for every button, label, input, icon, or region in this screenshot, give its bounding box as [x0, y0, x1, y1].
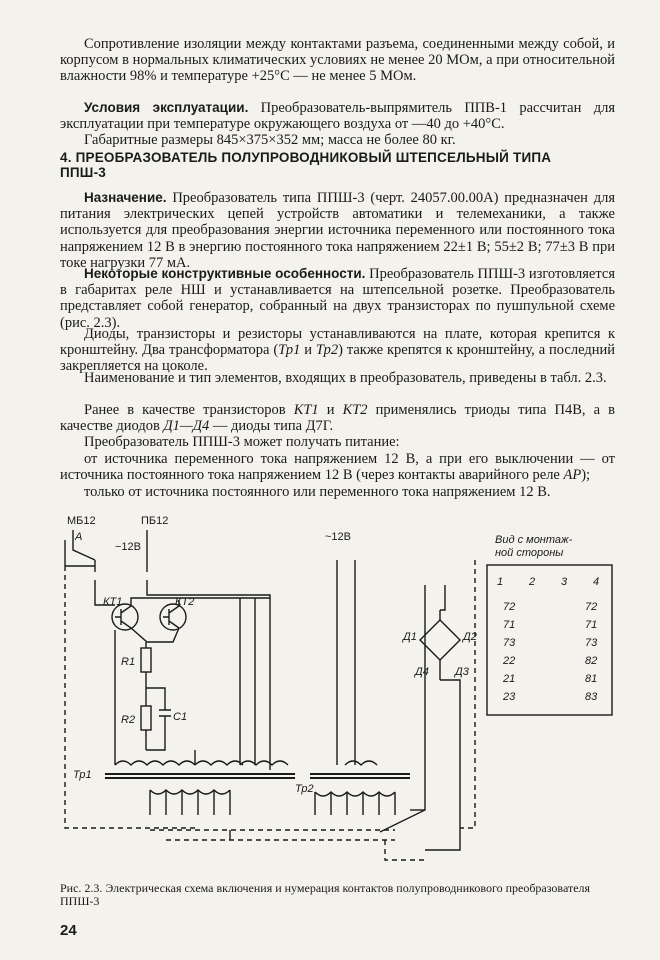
label-kt1: КТ1 [103, 596, 123, 608]
text-run: КТ2 [342, 402, 368, 418]
label-r2: R2 [121, 714, 136, 726]
paragraph-lead: Назначение. [84, 190, 167, 205]
paragraph-text: Преобразователь ППШ-3 может получать питание: [84, 434, 400, 450]
view-contact-right: 72 [585, 601, 598, 613]
text-run: Ранее в качестве транзисторов [84, 402, 294, 418]
view-contact-left: 72 [503, 601, 516, 613]
text-run: ); [581, 467, 591, 484]
paragraph-text: только от источника постоянного или переменного тока напряжением 12 В. [84, 484, 551, 500]
label-d4: Д4 [415, 666, 429, 678]
label-tr2: Тр2 [295, 783, 314, 795]
text-run: ) также крепятся к кронштейну, а последний закрепляется на цоколе. [60, 342, 615, 375]
view-contact-left: 71 [503, 619, 516, 631]
view-column-right [585, 601, 598, 703]
paragraph-lead: Некоторые конструктивные особенности. [84, 266, 366, 281]
paragraph-table-ref [60, 370, 615, 386]
view-contact-right: 71 [585, 619, 598, 631]
view-contact-left: 21 [503, 673, 516, 685]
paragraph-earlier [60, 402, 615, 434]
text-run: Д1—Д4 [163, 418, 210, 435]
view-contact-right: 83 [585, 691, 598, 703]
label-a: А [75, 531, 83, 543]
paragraph-power-ac [60, 451, 615, 483]
paragraph-text: Сопротивление изоляции между контактами разъема, соединенными между собой, и корпусом в нормальных климатических условиях не менее 20 МОм, а при относительной влажности 98% и температуре +25°С — не менее 5 МОм. [60, 36, 615, 85]
text-run: применялись триоды типа П4В, а в качестве диодов [60, 402, 616, 435]
paragraph-power [60, 434, 615, 450]
label-ac12v: ~12В [325, 531, 351, 543]
paragraph-lead: Условия эксплуатации. [84, 100, 249, 115]
view-column-left [502, 601, 516, 703]
view-contact-right: 73 [585, 637, 598, 649]
paragraph-text: Габаритные размеры 845×375×352 мм; масса не более 80 кг. [84, 132, 456, 148]
view-title-line1: Вид с монтаж- [495, 534, 573, 546]
label-minus12v: −12В [115, 541, 141, 553]
text-run: КТ1 [293, 402, 319, 418]
view-contact-left: 22 [503, 655, 516, 667]
section-heading: 4. ПРЕОБРАЗОВАТЕЛЬ ПОЛУПРОВОДНИКОВЫЙ ШТЕПСЕЛЬНЫЙ ТИПА ППШ-3 [60, 150, 552, 180]
view-row-top [497, 576, 599, 588]
label-d3: Д3 [455, 666, 469, 678]
view-contact-top: 2 [529, 576, 536, 588]
view-contact-right: 82 [585, 655, 598, 667]
label-r1: R1 [121, 656, 136, 668]
view-contact-right: 81 [585, 673, 598, 685]
paragraph-design [60, 266, 615, 331]
page-number: 24 [60, 922, 77, 939]
text-run: Тр2 [315, 342, 339, 359]
view-contact-top: 1 [497, 576, 504, 588]
paragraph-text: Преобразователь-выпрямитель ППВ-1 рассчитан для эксплуатации при температуре окружающего воздуха от —40 до +40°С. [60, 100, 615, 133]
paragraph-operating-conditions [60, 100, 615, 132]
label-d1: Д1 [403, 631, 417, 643]
circuit-diagram [55, 510, 620, 878]
paragraph-power-only [60, 484, 615, 500]
view-contact-top: 4 [593, 576, 600, 588]
text-run: и [318, 402, 343, 418]
paragraph-insulation [60, 36, 615, 85]
text-run: и [300, 342, 316, 359]
view-contact-top: 3 [561, 576, 568, 588]
text-run: от источника переменного тока напряжением 12 В, а при его выключении — от источника постоянного тока напряжением 12 В (через контакты аварийного реле [60, 451, 615, 484]
label-tr1: Тр1 [73, 769, 92, 781]
view-contact-left: 23 [503, 691, 516, 703]
text-run: Тр1 [278, 342, 301, 359]
paragraph-mounting [60, 326, 615, 375]
text-run: Диоды, транзисторы и резисторы устанавливаются на плате, которая крепится к кронштейну. Два трансформатора ( [60, 326, 615, 359]
view-title-line2: ной стороны [495, 547, 564, 559]
paragraph-dimensions [60, 132, 615, 148]
text-run: АР [563, 467, 582, 484]
view-contact-left: 73 [503, 637, 516, 649]
figure-caption: Рис. 2.3. Электрическая схема включения и нумерация контактов полупроводникового преобразователя ППШ-3 [60, 881, 591, 908]
label-c1: С1 [173, 711, 188, 723]
paragraph-text: Преобразователь типа ППШ-3 (черт. 24057.00.00А) предназначен для питания электрических цепей устройств автоматики и телемеханики, а также используется для преобразования энергии источника переменного или постоянного тока напряжением 12 В в энергию постоянного тока напряжением 22±1 В; 55±2 В; 77±3 В при токе нагрузки 77 мА. [60, 190, 615, 271]
text-run: — диоды типа Д7Г. [209, 418, 334, 435]
label-d2: Д2 [463, 631, 477, 643]
label-mb12: МБ12 [67, 515, 96, 527]
label-kt2: КТ2 [175, 596, 195, 608]
paragraph-purpose [60, 190, 615, 271]
label-pb12: ПБ12 [141, 515, 169, 527]
paragraph-text: Наименование и тип элементов, входящих в преобразователь, приведены в табл. 2.3. [84, 370, 607, 386]
paragraph-text: Преобразователь ППШ-3 изготовляется в габаритах реле НШ и устанавливается на штепсельной розетке. Преобразователь представляет собой генератор, собранный на двух транзисторах по пушпульной схеме (рис. 2.3). [60, 266, 615, 331]
